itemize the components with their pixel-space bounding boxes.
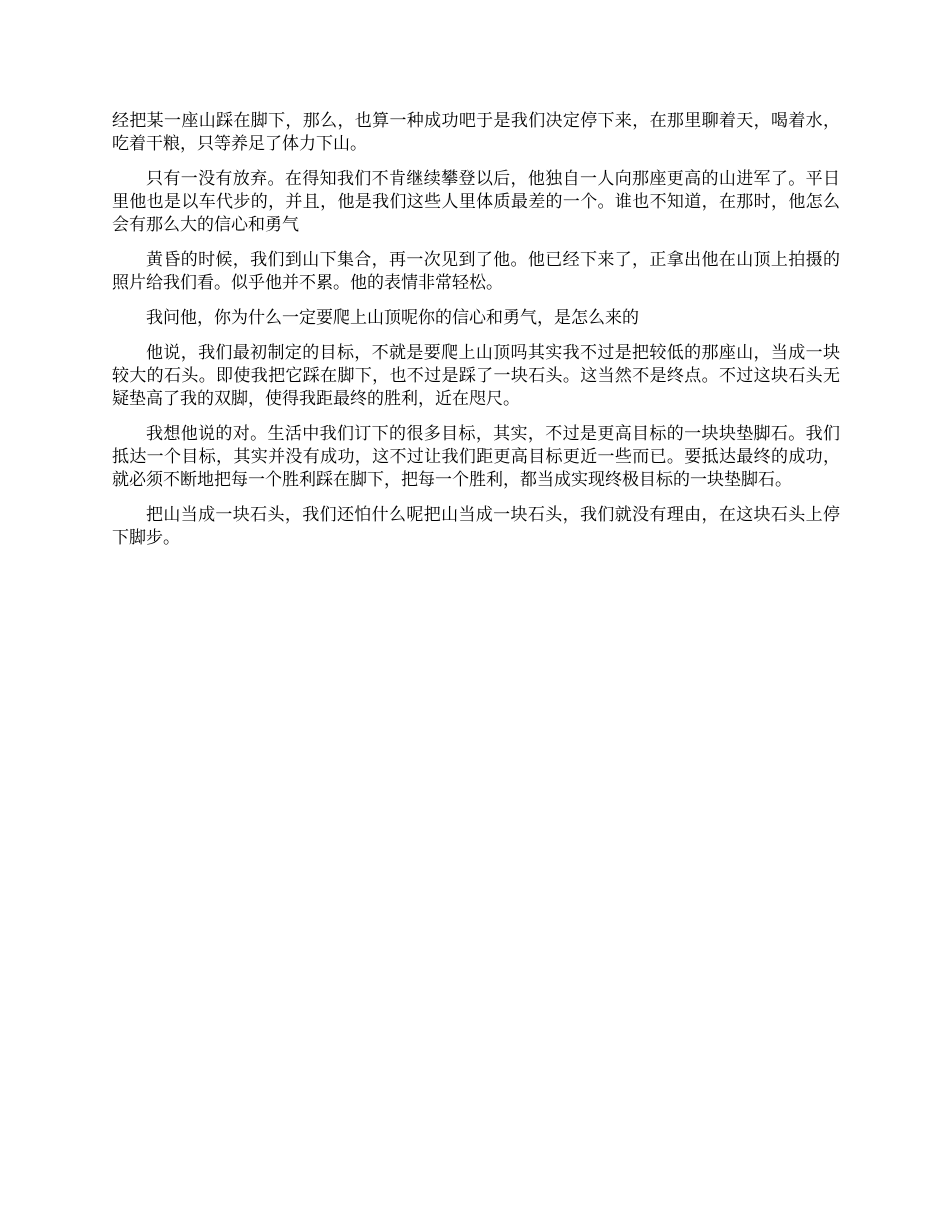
paragraph-6: 我想他说的对。生活中我们订下的很多目标，其实，不过是更高目标的一块块垫脚石。我们抵达一个目标，其实并没有成功，这不过让我们距更高目标更近一些而已。要抵达最终的成功，就必须不断地把每一个胜利踩在脚下，把每一个胜利，都当成实现终极目标的一块垫脚石。: [112, 424, 840, 490]
paragraph-1: 经把某一座山踩在脚下，那么，也算一种成功吧于是我们决定停下来，在那里聊着天，喝着水，吃着干粮，只等养足了体力下山。: [112, 111, 840, 154]
paragraph-3: 黄昏的时候，我们到山下集合，再一次见到了他。他已经下来了，正拿出他在山顶上拍摄的照片给我们看。似乎他并不累。他的表情非常轻松。: [112, 250, 840, 293]
paragraph-4: 我问他，你为什么一定要爬上山顶呢你的信心和勇气，是怎么来的: [146, 308, 639, 328]
paragraph-2: 只有一没有放弃。在得知我们不肯继续攀登以后，他独自一人向那座更高的山进军了。平日里他也是以车代步的，并且，他是我们这些人里体质最差的一个。谁也不知道，在那时，他怎么会有那么大的信心和勇气: [112, 169, 840, 235]
paragraph-5: 他说，我们最初制定的目标，不就是要爬上山顶吗其实我不过是把较低的那座山，当成一块较大的石头。即使我把它踩在脚下，也不过是踩了一块石头。这当然不是终点。不过这块石头无疑垫高了我的双脚，使得我距最终的胜利，近在咫尺。: [112, 343, 840, 409]
document-body: [112, 110, 840, 562]
paragraph-7: 把山当成一块石头，我们还怕什么呢把山当成一块石头，我们就没有理由，在这块石头上停下脚步。: [112, 505, 840, 548]
